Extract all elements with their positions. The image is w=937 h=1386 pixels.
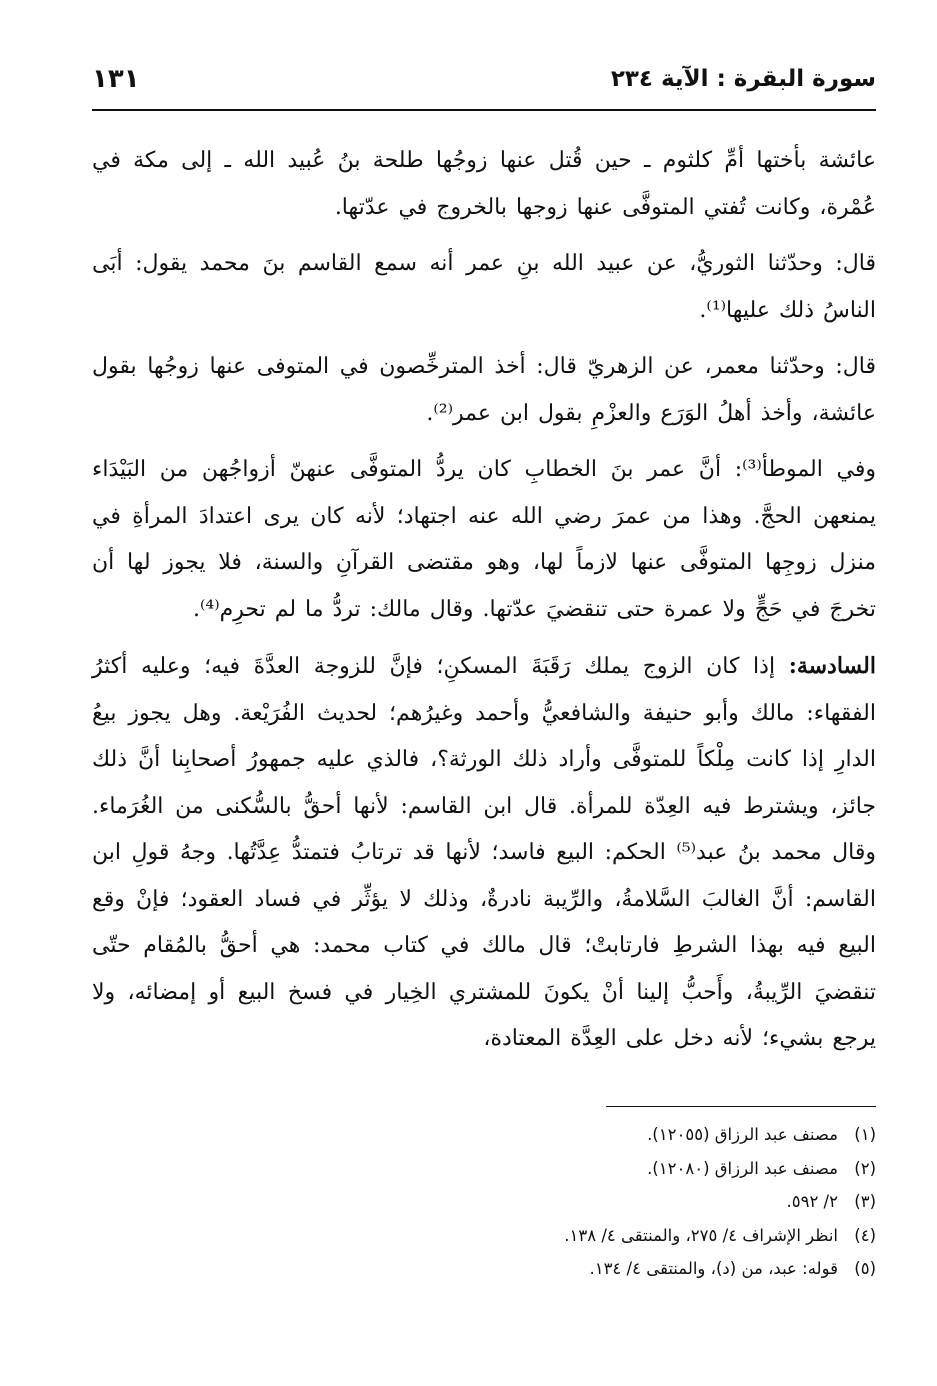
page-header xyxy=(92,52,876,106)
page-number: ١٣١ xyxy=(92,64,140,94)
section-lead: السادسة: xyxy=(788,653,876,679)
paragraph xyxy=(92,138,876,231)
footnote xyxy=(92,1118,876,1152)
footnote-text: مصنف عبد الرزاق (١٢٠٨٠). xyxy=(647,1158,838,1178)
footnote xyxy=(92,1185,876,1219)
paragraph-text: قال: وحدّثنا الثوريُّ، عن عبيد الله بنِ عمر أنه سمع القاسم بنَ محمد يقول: أبَى الناسُ ذلك عليها⁽¹⁾. xyxy=(92,251,876,323)
footnote-number: (١) xyxy=(854,1125,876,1144)
footnote xyxy=(92,1152,876,1186)
footnote-text: ٢/ ٥٩٢. xyxy=(786,1192,838,1211)
footnote-text: انظر الإشراف ٤/ ٢٧٥، والمنتقى ٤/ ١٣٨. xyxy=(564,1225,838,1245)
footnote-number: (٣) xyxy=(854,1192,876,1211)
paragraph-text: قال: وحدّثنا معمر، عن الزهريّ قال: أخذ المترخِّصون في المتوفى عنها زوجُها بقول عائشة، وأخذ أهلُ الوَرَع والعزْمِ بقول ابن عمر⁽²⁾. xyxy=(92,354,876,426)
footnote-divider xyxy=(606,1106,876,1107)
footnotes xyxy=(92,1118,876,1286)
main-text xyxy=(92,138,876,1073)
footnote-text: قوله: عبد، من (د)، والمنتقى ٤/ ١٣٤. xyxy=(589,1259,838,1278)
footnote xyxy=(92,1219,876,1253)
footnote-number: (٥) xyxy=(854,1259,876,1278)
footnote-number: (٢) xyxy=(854,1158,876,1178)
paragraph-text: وفي الموطأ⁽³⁾: أنَّ عمر بنَ الخطابِ كان يردُّ المتوفَّى عنهنّ أزواجُهن من البَيْدَاء يمنعهن الحجَّ. وهذا من عمرَ رضي الله عنه اجتهاد؛ لأنه كان يرى اعتدادَ المرأةِ في منزل زوجِها المتوفَّى عنها لازماً لها، وهو مقتضى القرآنِ والسنة، فلا يجوز لها أن تخرجَ في حَجٍّ ولا عمرة حتى تنقضيَ عدّتها. وقال مالك: تردُّ ما لم تحرِم⁽⁴⁾. xyxy=(92,457,876,622)
paragraph xyxy=(92,241,876,334)
footnote-number: (٤) xyxy=(854,1225,876,1245)
paragraph xyxy=(92,344,876,437)
footnote xyxy=(92,1252,876,1286)
running-title: سورة البقرة : الآية ٢٣٤ xyxy=(610,66,876,92)
paragraph-text: إذا كان الزوج يملك رَقَبَةَ المسكنِ؛ فإنَّ للزوجة العدَّةَ فيه؛ وعليه أكثرُ الفقهاء: مالك وأبو حنيفة والشافعيُّ وأحمد وغيرُهم؛ لحديث الفُرَيْعة. وهل يجوز بيعُ الدارِ إذا كانت مِلْكاً للمتوفَّى وأراد ذلك الورثة؟، فالذي عليه جمهورُ أصحابِنا أنَّ ذلك جائز، ويشترط فيه العِدّة للمرأة. قال ابن القاسم: لأنها أحقُّ بالسُّكنى من الغُرَماء. وقال محمد بنُ عبد⁽⁵⁾ الحكم: البيع فاسد؛ لأنها قد ترتابُ فتمتدُّ عِدَّتُها. وجهُ قولِ ابن القاسم: أنَّ الغالبَ السَّلامةُ، والرِّيبة نادرةٌ، وذلك لا يؤثِّر في فساد العقود؛ فإنْ وقع البيع فيه بهذا الشرطِ فارتابتْ؛ قال مالك في كتاب محمد: هي أحقُّ بالمُقام حتّى تنقضيَ الرِّيبةُ، وأَحبُّ إلينا أنْ يكونَ للمشتري الخِيار في فسخ البيع أو إمضائه، ولا يرجع بشيء؛ لأنه دخل على العِدَّة المعتادة، xyxy=(92,654,876,1051)
footnote-text: مصنف عبد الرزاق (١٢٠٥٥). xyxy=(647,1125,838,1144)
header-divider xyxy=(92,109,876,111)
paragraph-text: عائشة بأختها أمِّ كلثوم ـ حين قُتل عنها زوجُها طلحة بنُ عُبيد الله ـ إلى مكة في عُمْرة، وكانت تُفتي المتوفَّى عنها زوجها بالخروج في عدّتها. xyxy=(92,148,876,220)
paragraph xyxy=(92,643,876,1063)
paragraph xyxy=(92,447,876,633)
